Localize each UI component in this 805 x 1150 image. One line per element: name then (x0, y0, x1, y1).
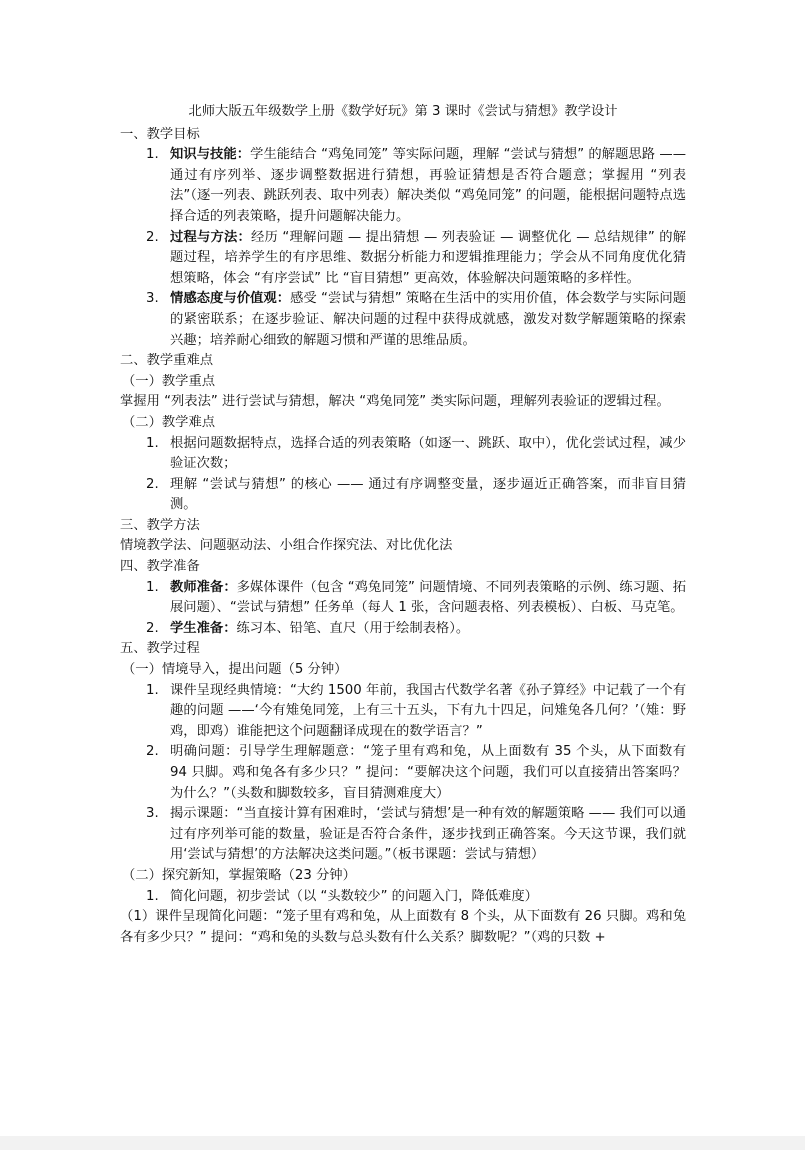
preparation-list (120, 578, 686, 640)
list-item (146, 475, 686, 516)
item-number: 1. (146, 435, 159, 451)
item-text: 简化问题，初步尝试（以 “头数较少” 的问题入门，降低难度） (170, 888, 538, 904)
item-label-separator: ： (223, 579, 237, 595)
item-text: 揭示课题：“当直接计算有困难时，‘尝试与猜想’是一种有效的解题策略 —— 我们可以通过有序列举可能的数量，验证是否符合条件，逐步找到正确答案。今天这节课，我们就用‘尝试与猜想’的方法解决这类问题。”（板书课题：尝试与猜想） (170, 806, 686, 863)
difficulties-list (120, 434, 686, 516)
item-number: 2. (146, 744, 159, 760)
item-number: 1. (146, 147, 159, 163)
item-number: 2. (146, 476, 159, 492)
item-text: 课件呈现经典情境：“大约 1500 年前，我国古代数学名著《孙子算经》中记载了一个有趣的问题 ——‘今有雉兔同笼，上有三十五头，下有九十四足，问雉兔各几何？’（雉：野鸡，即鸡）谁能把这个问题翻译成现在的数学语言？” (170, 682, 686, 739)
list-item (146, 434, 686, 475)
list-item (146, 289, 687, 351)
item-number: 1. (146, 682, 159, 698)
item-text: 明确问题：引导学生理解题意：“笼子里有鸡和兔，从上面数有 35 个头，从下面数有 94 只脚。鸡和兔各有多少只？” 提问：“要解决这个问题，我们可以直接猜出答案吗？为什么？”（头数和脚数较多，盲目猜测难度大） (170, 744, 686, 801)
item-label-separator: ： (236, 147, 251, 163)
item-number: 3. (146, 806, 159, 822)
item-label-separator: ： (223, 620, 237, 636)
list-item (146, 145, 687, 227)
methods-text: 情境教学法、问题驱动法、小组合作探究法、对比优化法 (120, 538, 453, 554)
exploration-list (120, 887, 686, 908)
item-label-separator: ： (276, 291, 291, 307)
list-item (146, 681, 686, 743)
item-text: 根据问题数据特点，选择合适的列表策略（如逐一、跳跃、取中），优化尝试过程，减少验证次数； (170, 435, 686, 472)
objectives-list (120, 145, 686, 351)
item-label: 学生准备 (170, 620, 224, 636)
item-label-separator: ： (237, 229, 251, 245)
item-label: 情感态度与价值观 (170, 291, 277, 307)
item-label: 知识与技能 (170, 147, 237, 163)
item-number: 3. (146, 291, 159, 307)
section-heading-process: 五、教学过程 (120, 641, 200, 657)
section-heading-methods: 三、教学方法 (120, 517, 200, 533)
document-title: 北师大版五年级数学上册《数学好玩》第 3 课时《尝试与猜想》教学设计 (188, 104, 618, 119)
item-number: 1. (146, 888, 159, 904)
item-text: 多媒体课件（包含 “鸡兔同笼” 问题情境、不同列表策略的示例、练习题、拓展问题）、“尝试与猜想” 任务单（每人 1 张，含问题表格、列表模板）、白板、马克笔。 (170, 579, 687, 616)
item-text: 理解 “尝试与猜想” 的核心 —— 通过有序调整变量，逐步逼近正确答案，而非盲目猜测。 (170, 476, 686, 513)
document-body (120, 102, 686, 948)
list-item (146, 578, 687, 619)
subsection-heading-difficulties: （二）教学难点 (122, 414, 216, 430)
section-heading-objectives: 一、教学目标 (120, 126, 200, 142)
subsection-heading-introduction: （一）情境导入，提出问题（5 分钟） (122, 662, 348, 678)
section-heading-key-difficulties: 二、教学重难点 (120, 353, 214, 369)
item-number: 2. (146, 229, 159, 245)
list-item (146, 804, 686, 866)
section-heading-preparation: 四、教学准备 (120, 559, 200, 575)
list-item (146, 887, 686, 908)
item-number: 1. (146, 579, 159, 595)
item-text: 学生能结合 “鸡兔同笼” 等实际问题，理解 “尝试与猜想” 的解题思路 —— 通过有序列举、逐步调整数据进行猜想，再验证猜想是否符合题意；掌握用 “列表法”（逐一列表、跳跃列表、取中列表）解决类似 “鸡兔同笼” 的问题，能根据问题特点选择合适的列表策略，提升问题解决能力。 (170, 147, 687, 224)
item-label: 教师准备 (170, 579, 224, 595)
list-item (146, 742, 686, 804)
list-item (146, 619, 686, 640)
exploration-text: （1）课件呈现简化问题：“笼子里有鸡和兔，从上面数有 8 个头，从下面数有 26 只脚。鸡和兔各有多少只？” 提问：“鸡和兔的头数与总头数有什么关系？脚数呢？”（鸡的只数 + (120, 909, 686, 945)
subsection-heading-key-points: （一）教学重点 (122, 373, 216, 389)
item-text: 感受 “尝试与猜想” 策略在生活中的实用价值，体会数学与实际问题的紧密联系；在逐步验证、解决问题的过程中获得成就感，激发对数学解题策略的探索兴趣；培养耐心细致的解题习惯和严谨的思维品质。 (170, 291, 687, 348)
key-points-text: 掌握用 “列表法” 进行尝试与猜想，解决 “鸡兔同笼” 类实际问题，理解列表验证的逻辑过程。 (120, 394, 670, 410)
subsection-heading-exploration: （二）探究新知，掌握策略（23 分钟） (122, 867, 356, 883)
item-label: 过程与方法 (170, 229, 238, 245)
introduction-list (120, 681, 686, 866)
item-text: 练习本、铅笔、直尺（用于绘制表格）。 (236, 620, 470, 636)
item-number: 2. (146, 620, 159, 636)
item-text: 经历 “理解问题 — 提出猜想 — 列表验证 — 调整优化 — 总结规律” 的解题过程，培养学生的有序思维、数据分析能力和逻辑推理能力；学会从不同角度优化猜想策略，体会 “有序尝试” 比 “盲目猜想” 更高效，体验解决问题策略的多样性。 (170, 229, 687, 286)
list-item (146, 228, 687, 290)
